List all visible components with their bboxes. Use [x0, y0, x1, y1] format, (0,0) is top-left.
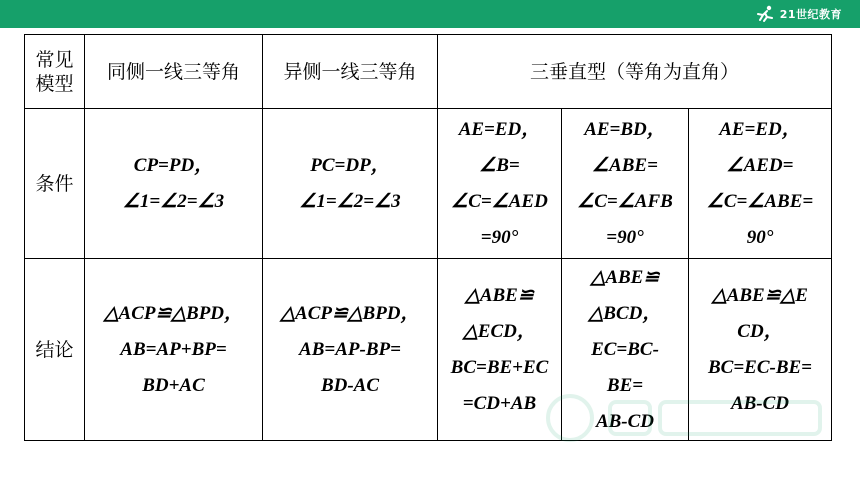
condition-cell-3	[438, 109, 562, 259]
conclusion-cell-1	[85, 259, 263, 441]
conclusion-1-line-1: △ACP≌△BPD，	[103, 302, 244, 324]
condition-1-line-2: ∠1=∠2=∠3	[122, 190, 225, 212]
condition-3-line-3: ∠C=∠AED	[451, 190, 548, 212]
header-model-label-line1: 常见	[35, 48, 74, 71]
conclusion-1-line-3: BD+AC	[142, 374, 205, 396]
conditions-label: 条件	[25, 109, 85, 259]
header-three-perpendicular: 三垂直型（等角为直角）	[438, 35, 832, 109]
header-bar	[0, 0, 860, 28]
table-header-row	[25, 35, 832, 109]
conclusion-cell-3	[438, 259, 562, 441]
condition-cell-2	[263, 109, 438, 259]
conclusion-3-line-4: =CD+AB	[462, 392, 537, 414]
conclusion-5-line-4: AB-CD	[730, 392, 790, 414]
conclusion-1-line-2: AB=AP+BP=	[120, 338, 227, 360]
conclusion-5-line-3: BC=EC-BE=	[707, 356, 813, 378]
header-opposite-side: 异侧一线三等角	[263, 35, 438, 109]
condition-4-line-4: =90°	[606, 226, 644, 248]
running-person-icon	[754, 5, 776, 23]
condition-cell-1	[85, 109, 263, 259]
conclusion-2-line-2: AB=AP-BP=	[299, 338, 401, 360]
condition-cell-4	[562, 109, 689, 259]
conclusion-cell-5	[689, 259, 832, 441]
conclusion-4-line-2: △BCD，	[588, 302, 662, 324]
condition-4-line-1: AE=BD，	[584, 118, 666, 140]
condition-2-line-2: ∠1=∠2=∠3	[299, 190, 401, 212]
conclusion-4-line-4: BE=	[606, 374, 644, 396]
geometry-models-table	[24, 34, 832, 441]
condition-3-line-4: =90°	[480, 226, 519, 248]
condition-3-line-2: ∠B=	[479, 154, 520, 176]
condition-1-line-1: CP=PD，	[133, 154, 214, 176]
conclusion-5-line-1: △ABE≌△E	[712, 284, 808, 306]
conditions-row	[25, 109, 832, 259]
condition-4-line-3: ∠C=∠AFB	[577, 190, 673, 212]
conclusions-label: 结论	[25, 259, 85, 441]
brand-logo-text: 21世纪教育	[779, 8, 842, 21]
header-model-label-line2: 模型	[35, 72, 74, 95]
brand-logo	[754, 4, 842, 24]
condition-4-line-2: ∠ABE=	[592, 154, 658, 176]
conclusion-3-line-3: BC=BE+EC	[450, 356, 549, 378]
conclusion-4-line-5: AB-CD	[595, 410, 655, 432]
conclusions-row	[25, 259, 832, 441]
condition-2-line-1: PC=DP，	[310, 154, 390, 176]
conclusion-2-line-1: △ACP≌△BPD，	[280, 302, 420, 324]
conclusion-cell-4	[562, 259, 689, 441]
condition-3-line-1: AE=ED，	[458, 118, 541, 140]
conclusion-4-line-3: EC=BC-	[591, 338, 659, 360]
condition-cell-5	[689, 109, 832, 259]
header-same-side: 同侧一线三等角	[85, 35, 263, 109]
condition-5-line-4: 90°	[746, 226, 774, 248]
header-model-label	[25, 35, 85, 109]
conclusion-cell-2	[263, 259, 438, 441]
conclusion-2-line-3: BD-AC	[320, 374, 380, 396]
condition-5-line-1: AE=ED，	[719, 118, 801, 140]
conclusion-3-line-1: △ABE≌	[465, 284, 534, 306]
conclusion-3-line-2: △ECD，	[463, 320, 536, 342]
condition-5-line-3: ∠C=∠ABE=	[706, 190, 814, 212]
conclusion-5-line-2: CD，	[737, 320, 783, 342]
condition-5-line-2: ∠AED=	[726, 154, 794, 176]
conclusion-4-line-1: △ABE≌	[590, 266, 660, 288]
